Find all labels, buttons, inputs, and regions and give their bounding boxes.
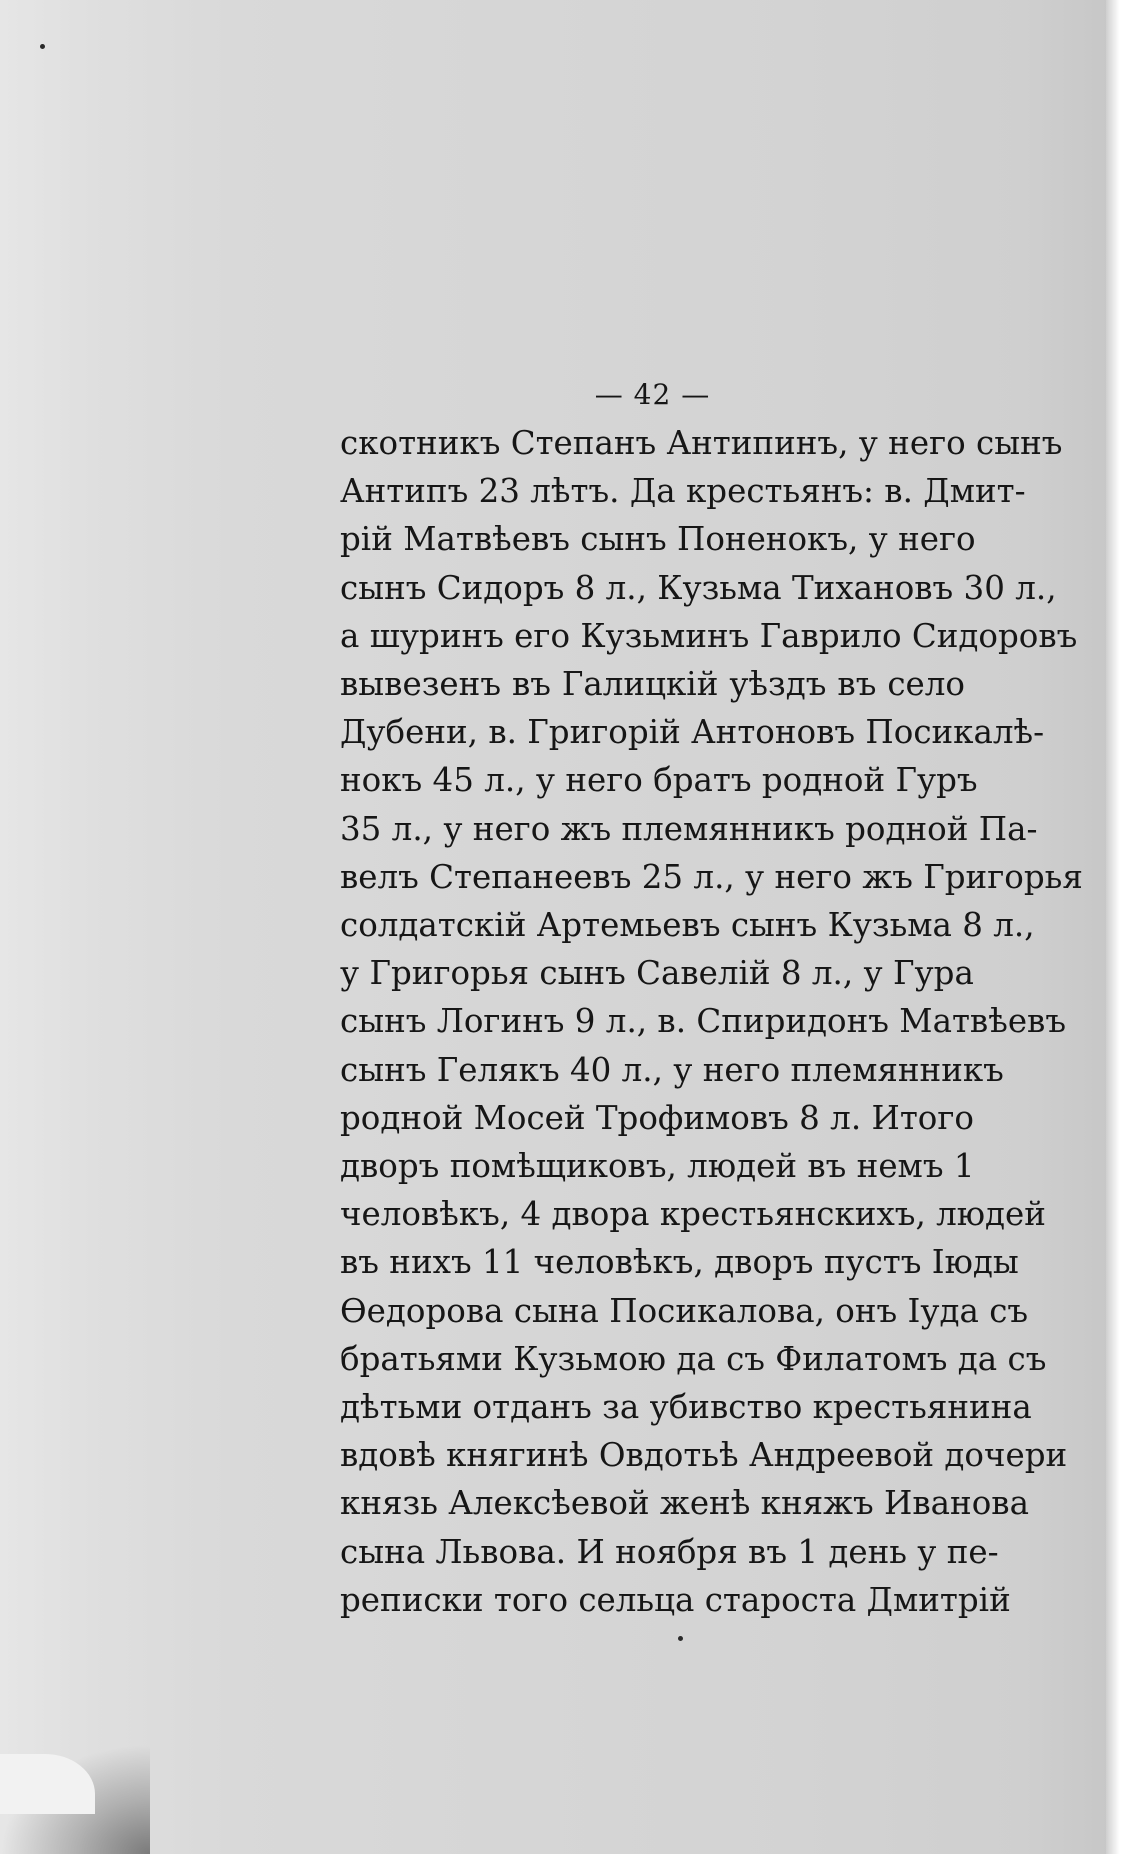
text-line: велъ Степанеевъ 25 л., у него жъ Григорья: [340, 857, 1083, 896]
text-line: 35 л., у него жъ племянникъ родной Па-: [340, 809, 1038, 848]
text-line: дѣтьми отданъ за убивство крестьянина: [340, 1388, 1032, 1427]
text-line: рій Матвѣевъ сынъ Поненокъ, у него: [340, 520, 976, 559]
text-line: вдовѣ княгинѣ Овдотьѣ Андреевой дочери: [340, 1436, 1068, 1475]
text-line: скотникъ Степанъ Антипинъ, у него сынъ: [340, 424, 1063, 462]
page-edge: [1106, 0, 1140, 1854]
body-text: [340, 375, 1083, 1624]
text-line: у Григорья сынъ Савелій 8 л., у Гура: [340, 954, 974, 993]
ink-speck: [40, 44, 45, 49]
text-line: вывезенъ въ Галицкій уѣздъ въ село: [340, 665, 965, 704]
text-line: нокъ 45 л., у него братъ родной Гуръ: [340, 761, 978, 800]
text-line: сынъ Логинъ 9 л., в. Спиридонъ Матвѣевъ: [340, 1002, 1067, 1041]
text-line: сынъ Гелякъ 40 л., у него племянникъ: [340, 1050, 1004, 1089]
text-line: родной Мосей Трофимовъ 8 л. Итого: [340, 1098, 974, 1137]
text-line: сынъ Сидоръ 8 л., Кузьма Тихановъ 30 л.,: [340, 568, 1057, 607]
text-line: князь Алексѣевой женѣ княжъ Иванова: [340, 1484, 1029, 1523]
text-line: Дубени, в. Григорій Антоновъ Посикалѣ-: [340, 713, 1045, 752]
text-line: человѣкъ, 4 двора крестьянскихъ, людей: [340, 1195, 1046, 1234]
text-line: Антипъ 23 лѣтъ. Да крестьянъ: в. Дмит-: [340, 472, 1026, 511]
text-line: въ нихъ 11 человѣкъ, дворъ пустъ Іюды: [340, 1243, 1019, 1282]
text-line: реписки того сельца староста Дмитрій: [340, 1580, 1011, 1619]
text-line: дворъ помѣщиковъ, людей въ немъ 1: [340, 1147, 975, 1186]
text-line: братьями Кузьмою да съ Филатомъ да съ: [340, 1339, 1047, 1378]
text-line: солдатскій Артемьевъ сынъ Кузьма 8 л.,: [340, 906, 1035, 945]
text-line: сына Львова. И ноября въ 1 день у пе-: [340, 1532, 999, 1571]
ink-speck: [678, 1636, 683, 1641]
page-number: — 42 —: [594, 378, 711, 411]
text-line: а шуринъ его Кузьминъ Гаврило Сидоровъ: [340, 616, 1078, 655]
text-line: Ѳедорова сына Посикалова, онъ Іуда съ: [340, 1291, 1029, 1330]
